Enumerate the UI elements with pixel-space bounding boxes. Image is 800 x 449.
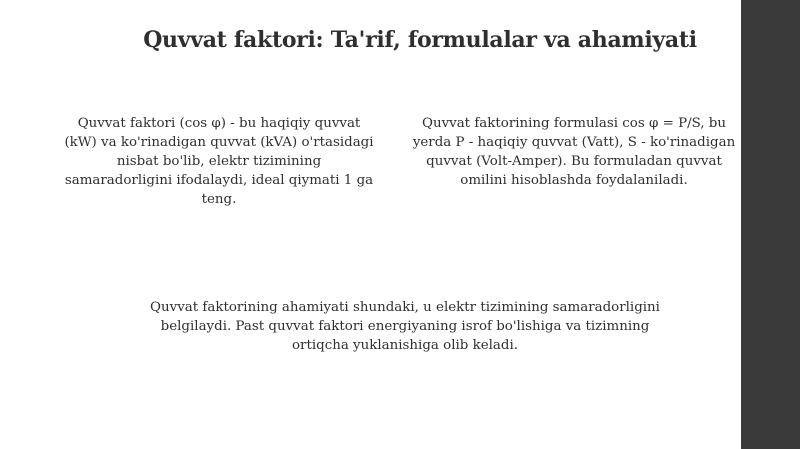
side-panel-bar (741, 0, 800, 449)
formula-text-block: Quvvat faktorining formulasi cos φ = P/S, bu yerda P - haqiqiy quvvat (Vatt), S - ko'rinadigan quvvat (Volt-Amper). Bu formuladan quvvat omilini hisoblashda foydalaniladi. (412, 116, 736, 188)
importance-text-block: Quvvat faktorining ahamiyati shundaki, u elektr tizimining samaradorligini belgilaydi. Past quvvat faktori energiyaning isrof bo'lishiga va tizimning ortiqcha yuklanishiga olib keladi. (150, 300, 660, 353)
definition-text-block: Quvvat faktori (cos φ) - bu haqiqiy quvvat (kW) va ko'rinadigan quvvat (kVA) o'rtasidagi nisbat bo'lib, elektr tizimining samaradorligini ifodalaydi, ideal qiymati 1 ga teng. (64, 116, 374, 207)
slide-title: Quvvat faktori: Ta'rif, formulalar va ahamiyati (143, 27, 697, 53)
